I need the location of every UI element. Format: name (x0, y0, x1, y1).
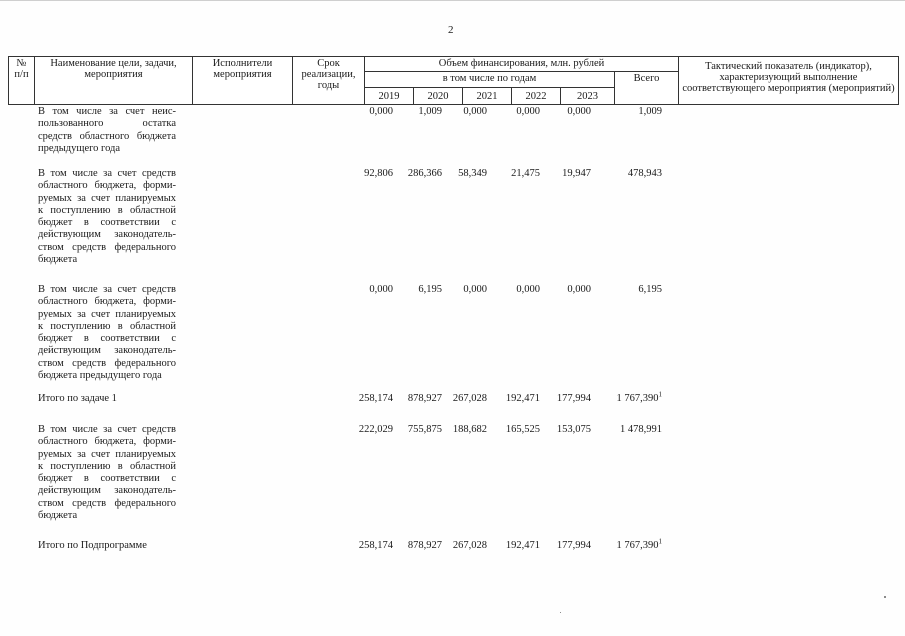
row-value-total (604, 168, 662, 180)
row-label (38, 540, 176, 552)
row-value-2020 (392, 393, 442, 405)
row-value-2019 (343, 424, 393, 436)
header-year-2022: 2022 (511, 87, 561, 105)
value-text: 21,475 (511, 168, 540, 179)
row-value-2023 (541, 106, 591, 118)
row-label-line: В том числе за счет средств (38, 424, 176, 435)
value-text: 0,000 (567, 106, 591, 117)
value-text: 0,000 (516, 106, 540, 117)
value-text: 478,943 (627, 168, 662, 179)
header-funding: Объем финансирования, млн. рублей (364, 56, 679, 72)
value-text: 286,366 (407, 168, 442, 179)
row-value-2021 (437, 393, 487, 405)
row-label-line: руемых за счет планируемых (38, 192, 176, 204)
row-label-line: руемых за счет планируемых (38, 308, 176, 320)
scan-edge (0, 0, 905, 1)
row-label-line: к поступлению в областной (38, 204, 176, 216)
value-text: 188,682 (452, 424, 487, 435)
value-text: 755,875 (407, 424, 442, 435)
value-text: 1 478,991 (620, 424, 662, 435)
header-total: Всего (614, 71, 679, 105)
row-value-2023 (541, 168, 591, 180)
value-text: 19,947 (562, 168, 591, 179)
value-text: 258,174 (358, 540, 393, 551)
value-text: 1 767,390 (616, 393, 659, 404)
row-value-2021 (437, 424, 487, 436)
row-value-2021 (437, 540, 487, 552)
header-indicator: Тактический показатель (индикатор), характеризующий выполнение соответствующего мероприятия (мероприятий) (678, 56, 899, 105)
value-text: 258,174 (358, 393, 393, 404)
value-text: 192,471 (505, 393, 540, 404)
row-value-2022 (490, 540, 540, 552)
row-value-total (604, 284, 662, 296)
row-label-line: Итого по задаче 1 (38, 393, 117, 404)
value-text: 192,471 (505, 540, 540, 551)
row-value-2021 (437, 284, 487, 296)
row-label (38, 284, 176, 382)
value-text: 6,195 (638, 284, 662, 295)
value-text: 267,028 (452, 540, 487, 551)
row-label-line: В том числе за счет неис- (38, 106, 176, 117)
row-label (38, 106, 176, 155)
row-label-line: областного бюджета, форми- (38, 180, 176, 192)
row-label-line: ством средств федерального (38, 357, 176, 369)
value-text: 58,349 (458, 168, 487, 179)
row-label-line: В том числе за счет средств (38, 284, 176, 295)
value-text: 177,994 (556, 393, 591, 404)
row-value-2019 (343, 168, 393, 180)
row-label-line: бюджет в соответствии с (38, 473, 176, 485)
row-value-2019 (343, 393, 393, 405)
value-text: 878,927 (407, 393, 442, 404)
row-label (38, 424, 176, 522)
row-value-total (604, 106, 662, 118)
row-label-line: Итого по Подпрограмме (38, 540, 147, 551)
row-value-total (604, 537, 662, 552)
row-label-line: бюджета (38, 510, 78, 522)
row-value-2020 (392, 106, 442, 118)
page-number: 2 (448, 24, 454, 36)
row-label-line: предыдущего года (38, 142, 121, 154)
row-value-2020 (392, 168, 442, 180)
row-value-2019 (343, 106, 393, 118)
value-text: 92,806 (364, 168, 393, 179)
scan-speck (560, 612, 561, 613)
row-value-2023 (541, 424, 591, 436)
row-value-2020 (392, 424, 442, 436)
row-label-line: действующим законодатель- (38, 485, 176, 497)
row-label-line: В том числе за счет средств (38, 168, 176, 179)
value-text: 0,000 (567, 284, 591, 295)
row-label-line: действующим законодатель- (38, 229, 176, 241)
row-label-line: к поступлению в областной (38, 320, 176, 332)
row-value-total (604, 424, 662, 436)
row-label-line: руемых за счет планируемых (38, 448, 176, 460)
row-value-2021 (437, 168, 487, 180)
header-executors: Исполнители мероприятия (192, 56, 293, 105)
row-label-line: областного бюджета, форми- (38, 296, 176, 308)
header-by-years: в том числе по годам (364, 71, 615, 88)
header-year-2023: 2023 (560, 87, 615, 105)
row-label-line: ством средств федерального (38, 241, 176, 253)
row-label-line: ством средств федерального (38, 497, 176, 509)
row-value-2020 (392, 284, 442, 296)
value-text: 1,009 (638, 106, 662, 117)
value-text: 222,029 (358, 424, 393, 435)
header-num: № п/п (8, 56, 35, 105)
row-value-2022 (490, 168, 540, 180)
row-label-line: бюджет в соответствии с (38, 333, 176, 345)
value-text: 0,000 (463, 284, 487, 295)
value-text: 1 767,390 (616, 540, 659, 551)
value-text: 0,000 (463, 106, 487, 117)
value-text: 0,000 (369, 106, 393, 117)
row-label-line: средств областного бюджета (38, 130, 176, 142)
footnote-marker: 1 (658, 390, 662, 399)
value-text: 0,000 (369, 284, 393, 295)
row-value-2023 (541, 284, 591, 296)
row-value-2022 (490, 284, 540, 296)
header-year-2019: 2019 (364, 87, 414, 105)
value-text: 6,195 (418, 284, 442, 295)
row-value-2022 (490, 393, 540, 405)
value-text: 153,075 (556, 424, 591, 435)
row-label-line: пользованного остатка (38, 118, 176, 130)
row-value-total (604, 390, 662, 405)
row-label (38, 168, 176, 266)
row-value-2019 (343, 284, 393, 296)
row-value-2021 (437, 106, 487, 118)
row-label-line: бюджета (38, 254, 78, 266)
row-label-line: областного бюджета, форми- (38, 436, 176, 448)
table-header (8, 56, 899, 105)
value-text: 177,994 (556, 540, 591, 551)
row-label-line: действующим законодатель- (38, 345, 176, 357)
value-text: 1,009 (418, 106, 442, 117)
value-text: 267,028 (452, 393, 487, 404)
value-text: 0,000 (516, 284, 540, 295)
row-label-line: бюджета предыдущего года (38, 370, 162, 382)
value-text: 165,525 (505, 424, 540, 435)
header-term: Срок реализации, годы (292, 56, 365, 105)
row-value-2020 (392, 540, 442, 552)
row-value-2023 (541, 540, 591, 552)
row-value-2022 (490, 424, 540, 436)
header-year-2020: 2020 (413, 87, 463, 105)
row-value-2022 (490, 106, 540, 118)
row-label (38, 393, 176, 405)
row-label-line: бюджет в соответствии с (38, 217, 176, 229)
row-label-line: к поступлению в областной (38, 460, 176, 472)
header-name: Наименование цели, задачи, мероприятия (34, 56, 193, 105)
value-text: 878,927 (407, 540, 442, 551)
row-value-2023 (541, 393, 591, 405)
row-value-2019 (343, 540, 393, 552)
footnote-marker: 1 (658, 537, 662, 546)
header-year-2021: 2021 (462, 87, 512, 105)
scan-speck (884, 596, 886, 598)
